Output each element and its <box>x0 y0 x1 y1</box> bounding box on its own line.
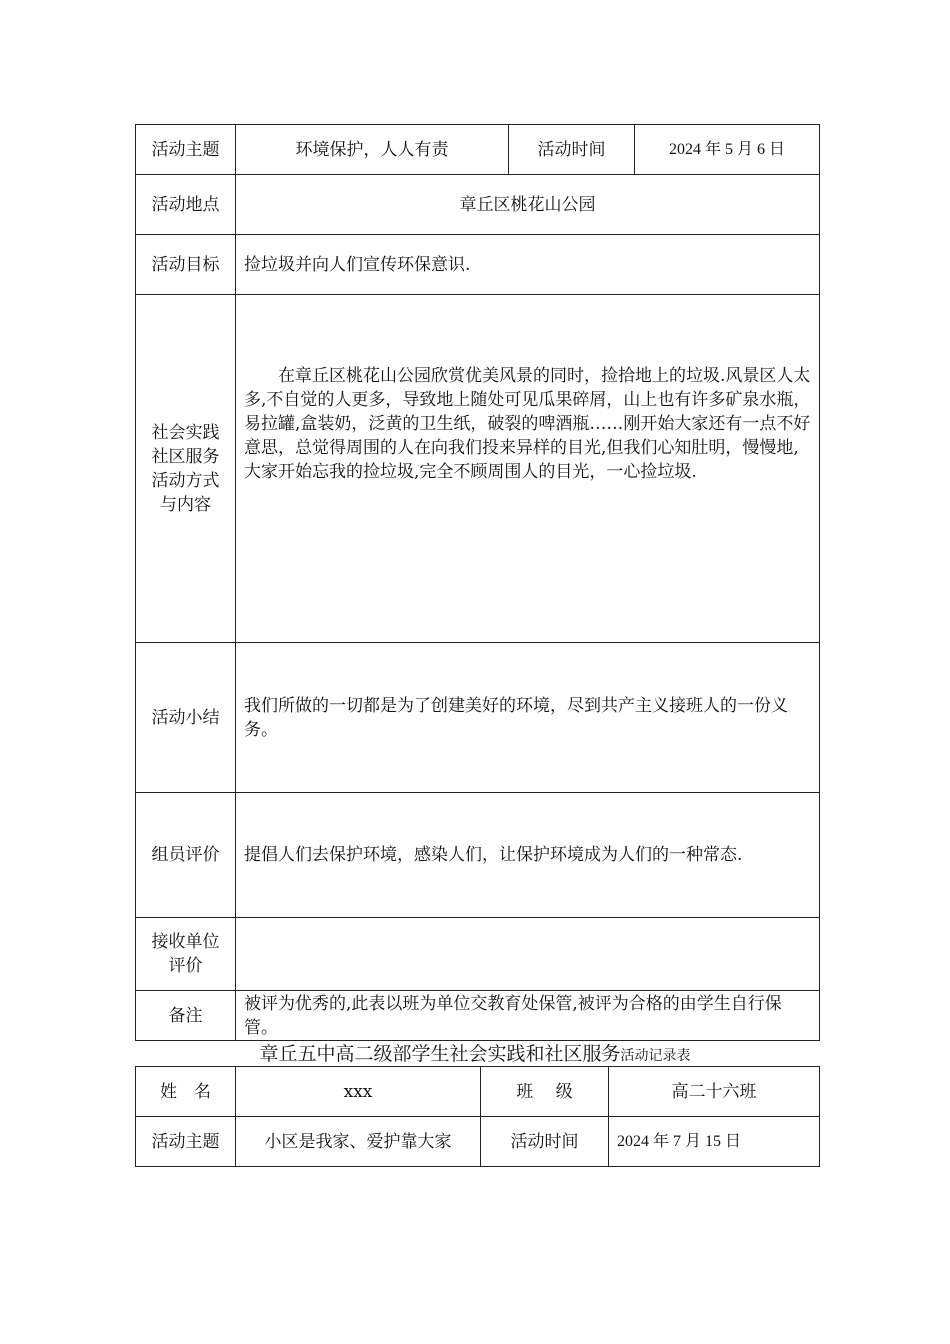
theme-label: 活动主题 <box>136 1117 236 1167</box>
peer-review-value: 提倡人们去保护环境，感染人们，让保护环境成为人们的一种常态. <box>236 793 820 918</box>
content-label <box>136 295 236 643</box>
form-title-main: 章丘五中高二级部学生社会实践和社区服务 <box>259 1043 621 1065</box>
activity-record-table-2 <box>135 1066 820 1167</box>
theme-value: 环境保护，人人有责 <box>236 125 509 175</box>
receiving-unit-label-line: 接收单位 <box>151 932 220 952</box>
receiving-unit-label <box>136 918 236 991</box>
location-label: 活动地点 <box>136 175 236 235</box>
class-value: 高二十六班 <box>609 1067 820 1117</box>
receiving-unit-value <box>236 918 820 991</box>
note-value: 被评为优秀的,此表以班为单位交教育处保管,被评为合格的由学生自行保管。 <box>236 991 820 1041</box>
summary-label: 活动小结 <box>136 643 236 793</box>
theme-value: 小区是我家、爱护靠大家 <box>236 1117 481 1167</box>
time-value: 2024 年 5 月 6 日 <box>635 125 820 175</box>
form-title <box>0 1042 950 1068</box>
time-label: 活动时间 <box>481 1117 609 1167</box>
content-label-line: 与内容 <box>160 494 211 515</box>
location-value: 章丘区桃花山公园 <box>236 175 820 235</box>
activity-record-table-1 <box>135 124 820 1041</box>
peer-review-label: 组员评价 <box>136 793 236 918</box>
name-label: 姓 名 <box>136 1067 236 1117</box>
name-value: xxx <box>236 1067 481 1117</box>
goal-value: 捡垃圾并向人们宣传环保意识. <box>236 235 820 295</box>
theme-label: 活动主题 <box>136 125 236 175</box>
content-label-line: 社会实践 <box>151 422 220 443</box>
note-label: 备注 <box>136 991 236 1041</box>
class-label: 班 级 <box>481 1067 609 1117</box>
content-label-line: 活动方式 <box>151 470 220 491</box>
form-title-suffix: 活动记录表 <box>620 1048 691 1064</box>
content-value: 在章丘区桃花山公园欣赏优美风景的同时，捡拾地上的垃圾.风景区人太多,不自觉的人更多，导致地上随处可见瓜果碎屑，山上也有许多矿泉水瓶，易拉罐,盒装奶，泛黄的卫生纸，破裂的啤酒瓶……刚开始大家还有一点不好意思，总觉得周围的人在向我们投来异样的目光,但我们心知肚明，慢慢地,大家开始忘我的捡垃圾,完全不顾周围人的目光，一心捡垃圾. <box>236 295 820 643</box>
summary-value: 我们所做的一切都是为了创建美好的环境，尽到共产主义接班人的一份义务。 <box>236 643 820 793</box>
content-label-line: 社区服务 <box>151 446 220 467</box>
time-value: 2024 年 7 月 15 日 <box>609 1117 820 1167</box>
receiving-unit-label-line: 评价 <box>168 956 203 976</box>
goal-label: 活动目标 <box>136 235 236 295</box>
time-label: 活动时间 <box>509 125 635 175</box>
